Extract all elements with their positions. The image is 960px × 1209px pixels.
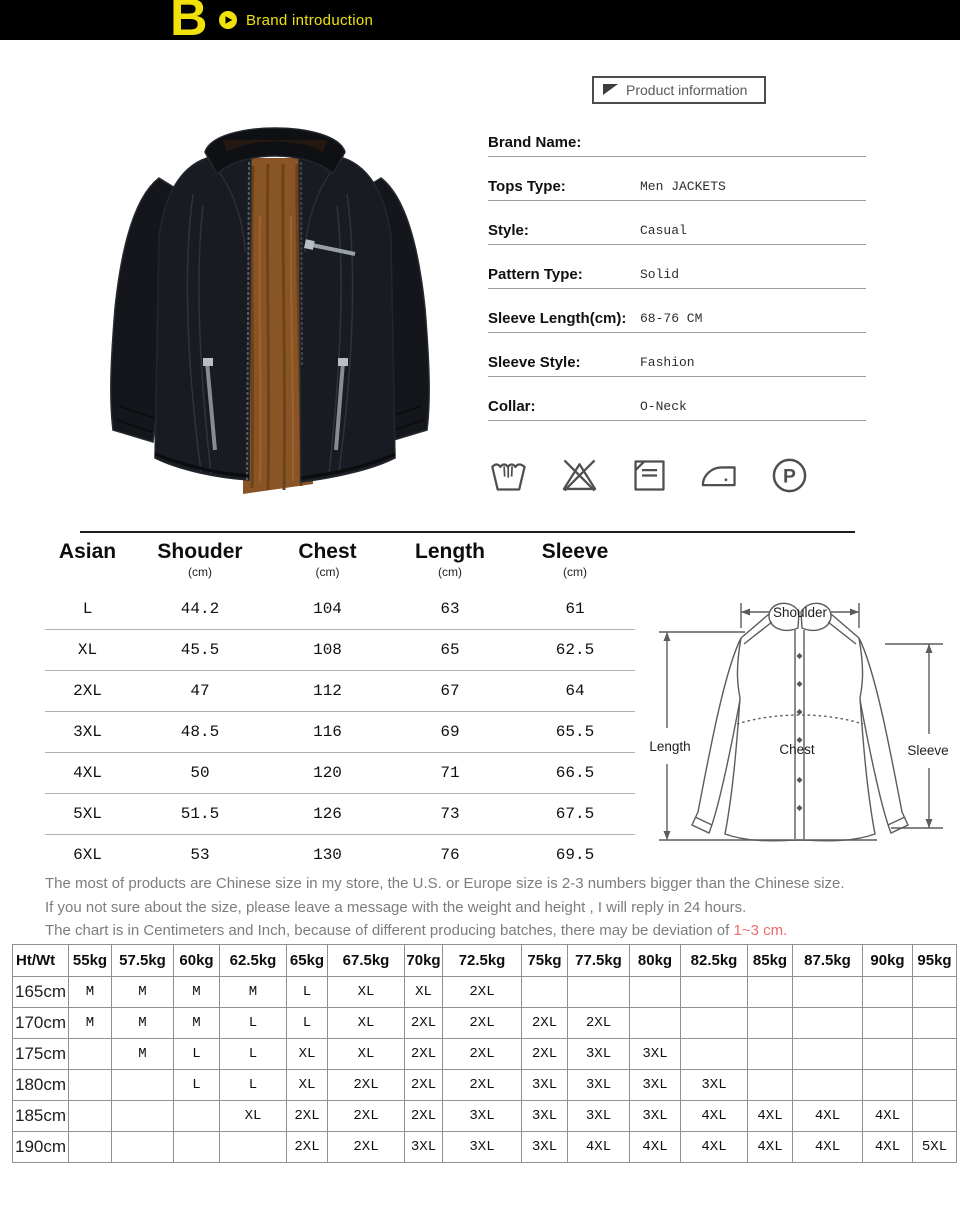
- fit-size-cell: L: [220, 1039, 287, 1070]
- fit-weight-header: 67.5kg: [328, 945, 405, 977]
- size-row-L: [45, 589, 635, 630]
- size-col-shoulder: Shouder (cm): [157, 540, 243, 579]
- size-cell: L: [82, 600, 93, 618]
- diagram-sleeve-label: Sleeve: [907, 743, 949, 758]
- shirt-left-sleeve: [692, 638, 741, 833]
- size-cell: 63: [440, 600, 460, 618]
- fit-size-cell: 3XL: [522, 1132, 568, 1163]
- fit-table: [12, 944, 957, 1163]
- fit-row-180cm: [13, 1070, 957, 1101]
- size-cell: 66.5: [555, 764, 595, 782]
- fit-weight-header: 87.5kg: [793, 945, 863, 977]
- field-brand-name: [488, 129, 866, 173]
- fit-size-cell: 3XL: [681, 1070, 748, 1101]
- fit-size-cell: 2XL: [443, 1008, 522, 1039]
- dry-clean-p-icon: [768, 454, 811, 497]
- fit-size-cell: 3XL: [630, 1101, 681, 1132]
- chest-line: [737, 715, 863, 724]
- size-col-sleeve: Sleeve (cm): [541, 540, 609, 579]
- product-info-fields: [488, 129, 866, 437]
- drip-dry-icon: [628, 454, 671, 497]
- do-not-bleach-icon: [558, 454, 601, 497]
- field-label: Sleeve Length(cm):: [488, 310, 627, 327]
- size-cell: 4XL: [73, 764, 102, 782]
- fit-size-cell: [793, 1039, 863, 1070]
- fit-size-cell: L: [287, 977, 328, 1008]
- fit-size-cell: 4XL: [681, 1101, 748, 1132]
- size-cell: 120: [313, 764, 342, 782]
- fit-size-cell: 4XL: [863, 1101, 913, 1132]
- fit-weight-header: 75kg: [522, 945, 568, 977]
- fit-row-170cm: [13, 1008, 957, 1039]
- field-value: O-Neck: [640, 399, 687, 414]
- flag-icon: [602, 83, 619, 97]
- fit-weight-header: 55kg: [69, 945, 112, 977]
- fit-size-cell: [112, 1101, 174, 1132]
- fit-size-cell: [69, 1132, 112, 1163]
- diagram-length-label: Length: [649, 739, 691, 754]
- fit-table-section: [12, 944, 957, 1163]
- right-front-panel: [299, 150, 395, 482]
- fit-size-cell: 3XL: [630, 1070, 681, 1101]
- fit-size-cell: 2XL: [328, 1101, 405, 1132]
- fit-size-cell: 3XL: [522, 1070, 568, 1101]
- fit-size-cell: L: [220, 1070, 287, 1101]
- fit-size-cell: [522, 977, 568, 1008]
- size-cell: 69.5: [555, 846, 595, 864]
- fit-size-cell: [568, 977, 630, 1008]
- fit-size-cell: 2XL: [522, 1039, 568, 1070]
- fit-size-cell: [913, 1039, 957, 1070]
- fit-size-cell: L: [287, 1008, 328, 1039]
- fit-size-cell: 3XL: [443, 1101, 522, 1132]
- fit-size-cell: 2XL: [287, 1101, 328, 1132]
- size-cell: 126: [313, 805, 342, 823]
- field-label: Tops Type:: [488, 178, 566, 195]
- field-label: Pattern Type:: [488, 266, 583, 283]
- fit-size-cell: 3XL: [405, 1132, 443, 1163]
- note-line-1: The most of products are Chinese size in my store, the U.S. or Europe size is 2-3 numbers bigger than the Chinese size.: [45, 875, 845, 892]
- fit-weight-header: 90kg: [863, 945, 913, 977]
- size-chart-body: [45, 589, 635, 875]
- play-icon: [219, 11, 237, 29]
- fit-size-cell: [174, 1101, 220, 1132]
- size-row-2XL: [45, 671, 635, 712]
- brand-logo-b: B: [170, 0, 208, 47]
- care-icons-row: [488, 454, 866, 497]
- size-cell: 65: [440, 641, 460, 659]
- field-label: Style:: [488, 222, 529, 239]
- fit-size-cell: M: [69, 1008, 112, 1039]
- fit-size-cell: [112, 1132, 174, 1163]
- size-cell: 51.5: [180, 805, 220, 823]
- size-cell: 44.2: [180, 600, 220, 618]
- fit-size-cell: XL: [328, 1039, 405, 1070]
- fit-size-cell: 2XL: [522, 1008, 568, 1039]
- size-cell: 6XL: [73, 846, 102, 864]
- fit-weight-header: 62.5kg: [220, 945, 287, 977]
- size-cell: 62.5: [555, 641, 595, 659]
- fit-size-cell: 2XL: [443, 977, 522, 1008]
- fit-size-cell: [630, 1008, 681, 1039]
- fit-size-cell: M: [220, 977, 287, 1008]
- fit-row-165cm: [13, 977, 957, 1008]
- size-col-length: Length (cm): [415, 540, 485, 579]
- fit-row-190cm: [13, 1132, 957, 1163]
- size-cell: 45.5: [180, 641, 220, 659]
- iron-icon: [698, 454, 741, 497]
- fit-height-cell: 175cm: [13, 1039, 69, 1070]
- fit-weight-header: 82.5kg: [681, 945, 748, 977]
- fit-size-cell: [793, 1008, 863, 1039]
- size-cell: 104: [313, 600, 342, 618]
- fit-header-row: [13, 945, 957, 977]
- field-label: Sleeve Style:: [488, 354, 581, 371]
- fit-weight-header: 60kg: [174, 945, 220, 977]
- product-info-title-box: [592, 76, 766, 104]
- field-collar: [488, 393, 866, 437]
- product-info-title: Product information: [626, 82, 748, 98]
- size-cell: 53: [190, 846, 210, 864]
- fit-size-cell: 2XL: [405, 1070, 443, 1101]
- fit-weight-header: 85kg: [748, 945, 793, 977]
- fit-size-cell: [863, 1008, 913, 1039]
- fit-size-cell: [112, 1070, 174, 1101]
- shirt-right-sleeve: [859, 638, 908, 833]
- fit-size-cell: [69, 1070, 112, 1101]
- field-value: Casual: [640, 223, 687, 238]
- fit-size-cell: 4XL: [681, 1132, 748, 1163]
- size-cell: 67: [440, 682, 460, 700]
- fit-height-cell: 180cm: [13, 1070, 69, 1101]
- field-tops-type: [488, 173, 866, 217]
- size-cell: XL: [77, 641, 98, 659]
- fit-size-cell: [863, 1070, 913, 1101]
- fit-size-cell: 4XL: [793, 1101, 863, 1132]
- field-value: Solid: [640, 267, 680, 282]
- fit-size-cell: [863, 1039, 913, 1070]
- field-value: Fashion: [640, 355, 695, 370]
- fit-size-cell: 3XL: [568, 1070, 630, 1101]
- svg-text:P: P: [783, 465, 796, 488]
- fit-size-cell: M: [112, 1039, 174, 1070]
- measurement-diagram: [645, 582, 955, 867]
- size-cell: 76: [440, 846, 460, 864]
- fit-size-cell: 3XL: [443, 1132, 522, 1163]
- fit-size-cell: XL: [220, 1101, 287, 1132]
- size-row-6XL: [45, 835, 635, 875]
- fit-size-cell: 5XL: [913, 1132, 957, 1163]
- fit-size-cell: [913, 977, 957, 1008]
- fit-size-cell: 3XL: [568, 1039, 630, 1070]
- fit-size-cell: [793, 1070, 863, 1101]
- brand-header-title: Brand introduction: [246, 12, 374, 29]
- fit-size-cell: [913, 1070, 957, 1101]
- fit-height-cell: 185cm: [13, 1101, 69, 1132]
- size-cell: 71: [440, 764, 460, 782]
- size-cell: 112: [313, 682, 342, 700]
- size-row-XL: [45, 630, 635, 671]
- fit-size-cell: 4XL: [630, 1132, 681, 1163]
- size-cell: 108: [313, 641, 342, 659]
- fit-size-cell: L: [220, 1008, 287, 1039]
- fit-size-cell: XL: [287, 1039, 328, 1070]
- fit-size-cell: 2XL: [287, 1132, 328, 1163]
- fit-size-cell: L: [174, 1070, 220, 1101]
- size-chart-header: [45, 540, 635, 579]
- fit-size-cell: [69, 1101, 112, 1132]
- size-cell: 116: [313, 723, 342, 741]
- fit-size-cell: [913, 1008, 957, 1039]
- fit-size-cell: M: [112, 977, 174, 1008]
- fit-size-cell: [863, 977, 913, 1008]
- size-cell: 73: [440, 805, 460, 823]
- fit-size-cell: 4XL: [748, 1101, 793, 1132]
- size-cell: 5XL: [73, 805, 102, 823]
- size-col-asian: Asian: [58, 540, 117, 563]
- fit-size-cell: 2XL: [328, 1070, 405, 1101]
- field-value: Men JACKETS: [640, 179, 726, 194]
- fit-size-cell: 2XL: [405, 1039, 443, 1070]
- fit-size-cell: [913, 1101, 957, 1132]
- fit-size-cell: [681, 1039, 748, 1070]
- fit-size-cell: 4XL: [748, 1132, 793, 1163]
- left-front-panel: [155, 150, 251, 480]
- size-row-3XL: [45, 712, 635, 753]
- size-row-5XL: [45, 794, 635, 835]
- fit-size-cell: [681, 977, 748, 1008]
- fit-size-cell: M: [174, 977, 220, 1008]
- fit-size-cell: [748, 977, 793, 1008]
- fit-size-cell: XL: [405, 977, 443, 1008]
- brand-header-bar: [0, 0, 960, 47]
- hand-wash-icon: [488, 454, 531, 497]
- fit-size-cell: 4XL: [793, 1132, 863, 1163]
- field-label: Collar:: [488, 398, 536, 415]
- size-section-divider: [80, 531, 855, 533]
- diagram-shoulder-label: Shoulder: [772, 605, 828, 620]
- fit-size-cell: 2XL: [405, 1008, 443, 1039]
- fit-size-cell: L: [174, 1039, 220, 1070]
- fit-weight-header: 65kg: [287, 945, 328, 977]
- fit-size-cell: 3XL: [630, 1039, 681, 1070]
- size-cell: 50: [190, 764, 210, 782]
- fit-weight-header: 57.5kg: [112, 945, 174, 977]
- fit-corner-header: Ht/Wt: [13, 945, 69, 977]
- fit-height-cell: 170cm: [13, 1008, 69, 1039]
- fit-weight-header: 80kg: [630, 945, 681, 977]
- fit-size-cell: [793, 977, 863, 1008]
- field-pattern-type: [488, 261, 866, 305]
- fit-weight-header: 95kg: [913, 945, 957, 977]
- fit-size-cell: M: [174, 1008, 220, 1039]
- fit-size-cell: 4XL: [568, 1132, 630, 1163]
- field-label: Brand Name:: [488, 134, 582, 151]
- note-line-3: The chart is in Centimeters and Inch, because of different producing batches, there may be deviation of 1~3 cm.: [45, 922, 788, 939]
- product-info-panel: [488, 76, 866, 497]
- fit-size-cell: XL: [328, 977, 405, 1008]
- fit-size-cell: 2XL: [443, 1070, 522, 1101]
- fit-row-185cm: [13, 1101, 957, 1132]
- fit-size-cell: XL: [287, 1070, 328, 1101]
- size-cell: 64: [565, 682, 585, 700]
- size-cell: 2XL: [73, 682, 102, 700]
- field-style: [488, 217, 866, 261]
- fit-size-cell: 4XL: [863, 1132, 913, 1163]
- size-cell: 61: [565, 600, 585, 618]
- fit-size-cell: [748, 1008, 793, 1039]
- size-cell: 69: [440, 723, 460, 741]
- size-col-chest: Chest (cm): [298, 540, 357, 579]
- fit-size-cell: 3XL: [522, 1101, 568, 1132]
- fit-size-cell: [681, 1008, 748, 1039]
- note-line-2: If you not sure about the size, please leave a message with the weight and height , I will reply in 24 hours.: [45, 898, 747, 916]
- fit-size-cell: 2XL: [328, 1132, 405, 1163]
- fit-size-cell: M: [69, 977, 112, 1008]
- field-value: 68-76 CM: [640, 311, 703, 326]
- fit-size-cell: M: [112, 1008, 174, 1039]
- fit-weight-header: 70kg: [405, 945, 443, 977]
- size-notes: [45, 872, 935, 943]
- field-sleeve-length: [488, 305, 866, 349]
- fit-size-cell: 2XL: [443, 1039, 522, 1070]
- fit-size-cell: [174, 1132, 220, 1163]
- fit-size-cell: 2XL: [405, 1101, 443, 1132]
- note-deviation-highlight: 1~3 cm.: [733, 922, 788, 939]
- diagram-chest-label: Chest: [779, 742, 815, 757]
- size-cell: 47: [190, 682, 210, 700]
- size-cell: 130: [313, 846, 342, 864]
- fit-size-cell: [630, 977, 681, 1008]
- fit-size-cell: [220, 1132, 287, 1163]
- fit-height-cell: 165cm: [13, 977, 69, 1008]
- fit-size-cell: 2XL: [568, 1008, 630, 1039]
- fit-size-cell: [748, 1070, 793, 1101]
- jacket-product-photo: [55, 66, 485, 524]
- fit-weight-header: 72.5kg: [443, 945, 522, 977]
- fit-size-cell: [69, 1039, 112, 1070]
- size-row-4XL: [45, 753, 635, 794]
- field-sleeve-style: [488, 349, 866, 393]
- size-cell: 65.5: [555, 723, 595, 741]
- fit-row-175cm: [13, 1039, 957, 1070]
- fit-size-cell: XL: [328, 1008, 405, 1039]
- fit-size-cell: 3XL: [568, 1101, 630, 1132]
- fit-height-cell: 190cm: [13, 1132, 69, 1163]
- size-cell: 48.5: [180, 723, 220, 741]
- size-cell: 67.5: [555, 805, 595, 823]
- fit-weight-header: 77.5kg: [568, 945, 630, 977]
- size-cell: 3XL: [73, 723, 102, 741]
- fit-size-cell: [748, 1039, 793, 1070]
